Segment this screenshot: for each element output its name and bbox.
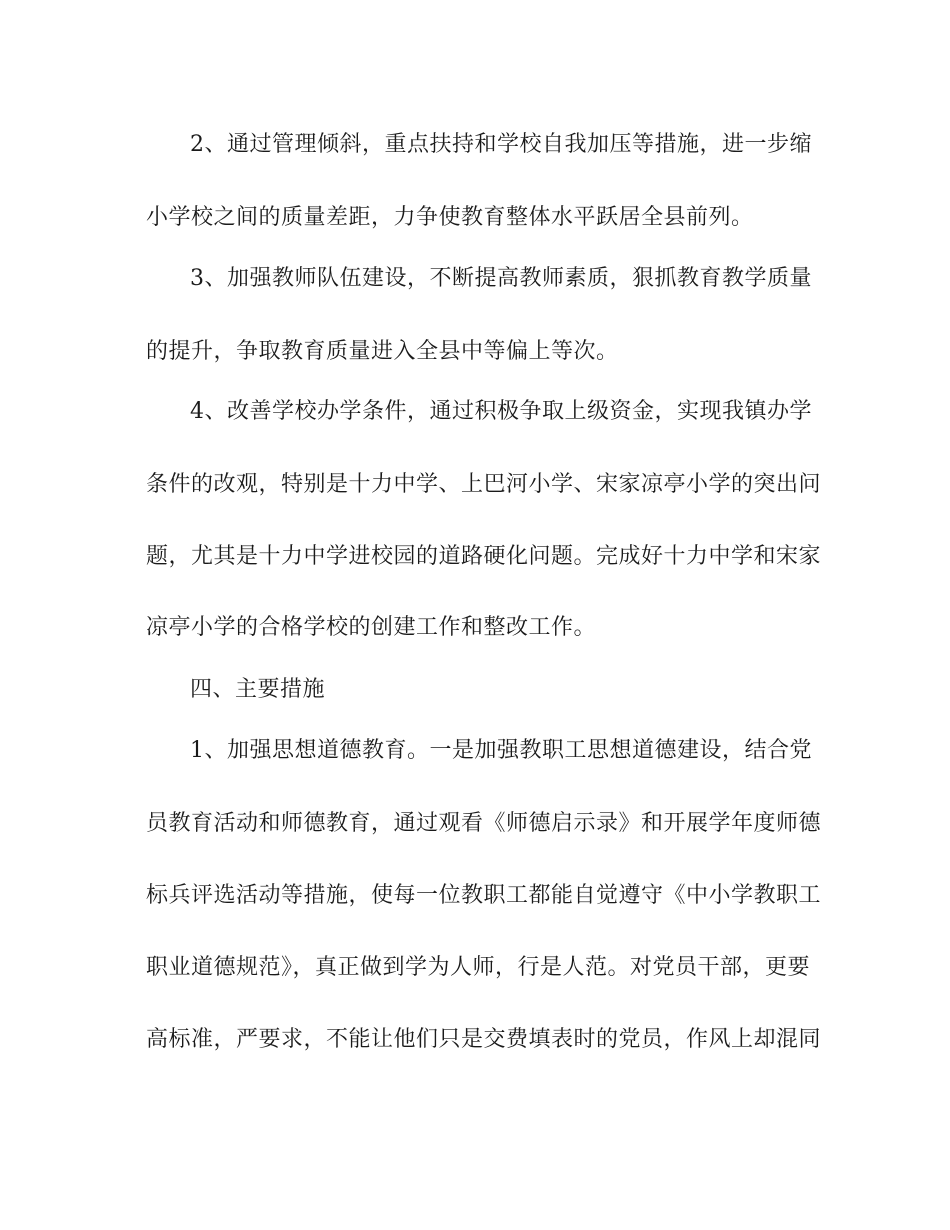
paragraph-line: 凉亭小学的合格学校的创建工作和整改工作。 xyxy=(146,615,597,640)
section-heading: 四、主要措施 xyxy=(190,677,326,702)
paragraph-line: 小学校之间的质量差距，力争使教育整体水平跃居全县前列。 xyxy=(146,205,754,230)
paragraph-line: 条件的改观，特别是十力中学、上巴河小学、宋家凉亭小学的突出问 xyxy=(146,472,822,497)
paragraph-line: 职业道德规范》，真正做到学为人师，行是人范。对党员干部，更要 xyxy=(146,955,811,980)
paragraph-line: 1、加强思想道德教育。一是加强教职工思想道德建设，结合党 xyxy=(190,738,812,763)
paragraph-line: 3、加强教师队伍建设，不断提高教师素质，狠抓教育教学质量 xyxy=(190,266,812,291)
paragraph-line: 标兵评选活动等措施，使每一位教职工都能自觉遵守《中小学教职工 xyxy=(146,883,822,908)
paragraph-line: 员教育活动和师德教育，通过观看《师德启示录》和开展学年度师德 xyxy=(146,811,822,836)
paragraph-line: 的提升，争取教育质量进入全县中等偏上等次。 xyxy=(146,339,619,364)
paragraph-line: 4、改善学校办学条件，通过积极争取上级资金，实现我镇办学 xyxy=(190,399,812,424)
paragraph-line: 高标准，严要求，不能让他们只是交费填表时的党员，作风上却混同 xyxy=(146,1027,822,1052)
paragraph-line: 2、通过管理倾斜，重点扶持和学校自我加压等措施，进一步缩 xyxy=(190,132,812,157)
paragraph-line: 题，尤其是十力中学进校园的道路硬化问题。完成好十力中学和宋家 xyxy=(146,544,822,569)
